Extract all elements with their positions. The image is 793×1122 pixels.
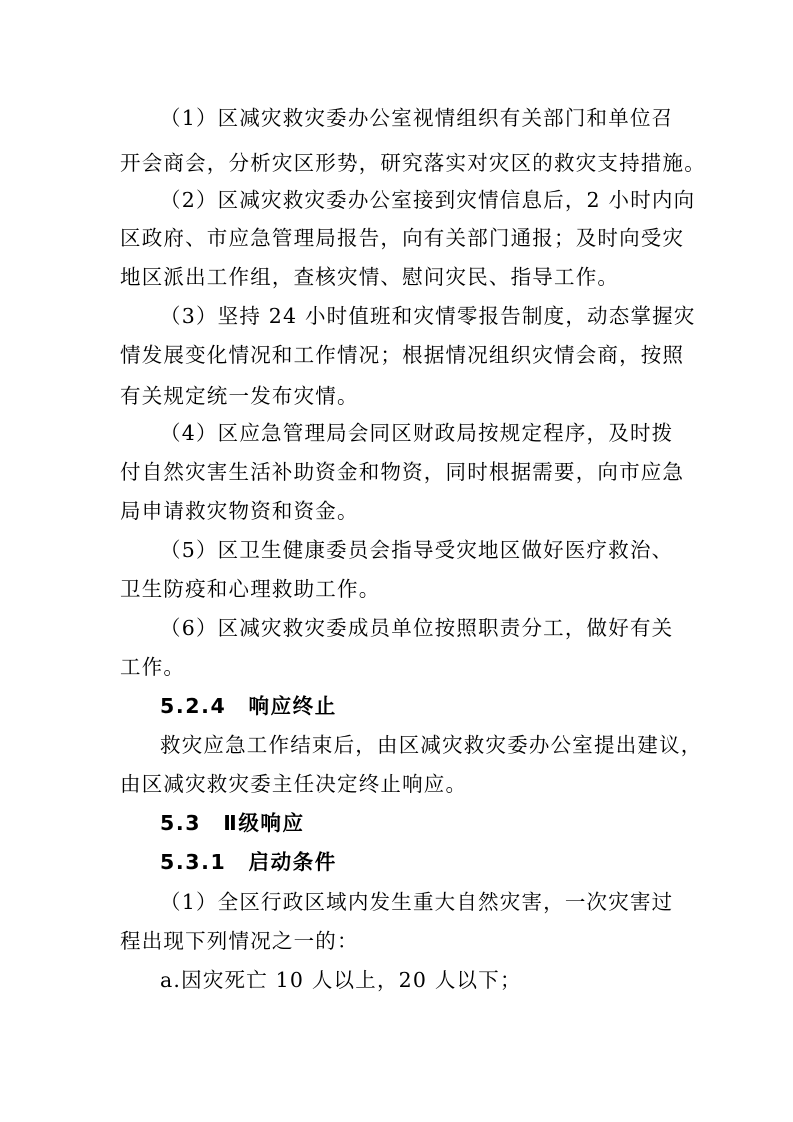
paragraph-8-line-2: 程出现下列情况之一的： xyxy=(120,929,359,953)
paragraph-4-line-1: （4）区应急管理局会同区财政局按规定程序，及时拨 xyxy=(160,421,674,445)
paragraph-4-line-2: 付自然灾害生活补助资金和物资，同时根据需要，向市应急 xyxy=(120,460,685,484)
paragraph-4-line-3: 局申请救灾物资和资金。 xyxy=(120,499,359,523)
paragraph-3-line-2: 情发展变化情况和工作情况；根据情况组织灾情会商，按照 xyxy=(120,343,685,367)
paragraph-3-line-3: 有关规定统一发布灾情。 xyxy=(120,384,359,408)
paragraph-7-line-1: 救灾应急工作结束后，由区减灾救灾委办公室提出建议， xyxy=(160,733,703,757)
paragraph-1-line-2: 开会商会，分析灾区形势，研究落实对灾区的救灾支持措施。 xyxy=(120,151,706,175)
paragraph-2-line-3: 地区派出工作组，查核灾情、慰问灾民、指导工作。 xyxy=(120,265,620,289)
paragraph-3-line-1: （3）坚持 24 小时值班和灾情零报告制度，动态掌握灾 xyxy=(160,304,696,328)
paragraph-6-line-2: 工作。 xyxy=(120,655,186,679)
paragraph-6-line-1: （6）区减灾救灾委成员单位按照职责分工，做好有关 xyxy=(160,616,674,640)
heading-5-3-1: 5.3.1 启动条件 xyxy=(160,850,337,874)
list-item-a: a.因灾死亡 10 人以上，20 人以下； xyxy=(160,968,522,992)
paragraph-2-line-2: 区政府、市应急管理局报告，向有关部门通报；及时向受灾 xyxy=(120,226,685,250)
paragraph-5-line-1: （5）区卫生健康委员会指导受灾地区做好医疗救治、 xyxy=(160,538,674,562)
paragraph-8-line-1: （1）全区行政区域内发生重大自然灾害，一次灾害过 xyxy=(160,890,674,914)
heading-5-3: 5.3 Ⅱ级响应 xyxy=(160,811,305,835)
paragraph-7-line-2: 由区减灾救灾委主任决定终止响应。 xyxy=(120,772,468,796)
heading-5-2-4: 5.2.4 响应终止 xyxy=(160,694,337,718)
paragraph-2-line-1: （2）区减灾救灾委办公室接到灾情信息后，2 小时内向 xyxy=(160,188,696,212)
paragraph-1-line-1: （1）区减灾救灾委办公室视情组织有关部门和单位召 xyxy=(160,106,674,130)
paragraph-5-line-2: 卫生防疫和心理救助工作。 xyxy=(120,577,381,601)
